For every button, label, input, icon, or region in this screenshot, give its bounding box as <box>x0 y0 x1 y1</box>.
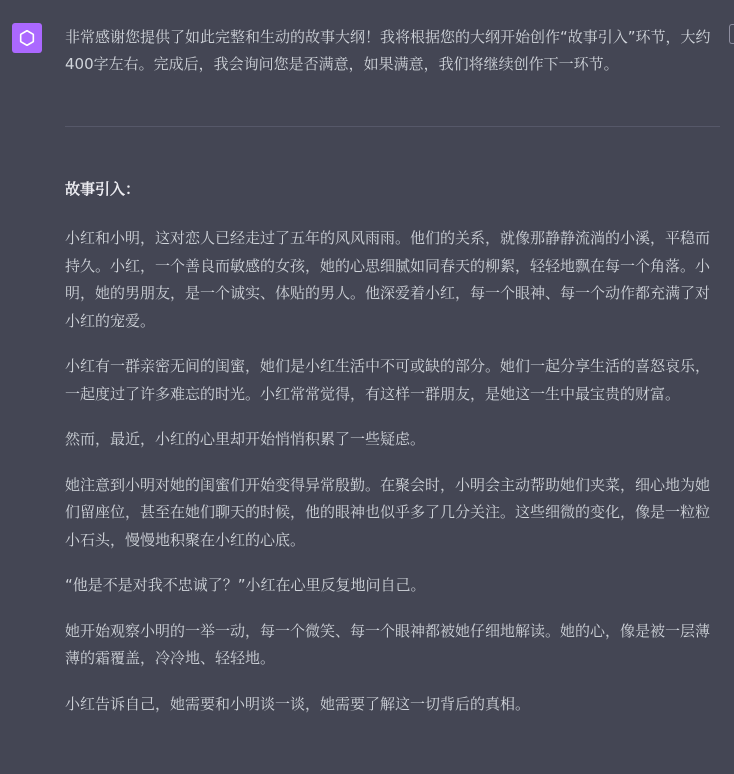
story-paragraph: 她注意到小明对她的闺蜜们开始变得异常殷勤。在聚会时，小明会主动帮助她们夹菜，细心地为她们留座位，甚至在她们聊天的时候，他的眼神也似乎多了几分关注。这些细微的变化，像是一粒粒小石头，慢慢地积聚在小红的心底。 <box>65 475 711 549</box>
story-paragraph: 然而，最近，小红的心里却开始悄悄积累了一些疑虑。 <box>65 430 426 448</box>
story-paragraph: “他是不是对我不忠诚了？”小红在心里反复地问自己。 <box>65 576 426 594</box>
story-paragraph: 小红有一群亲密无间的闺蜜，她们是小红生活中不可或缺的部分。她们一起分享生活的喜怒哀乐，一起度过了许多难忘的时光。小红常常觉得，有这样一群朋友，是她这一生中最宝贵的财富。 <box>65 357 711 403</box>
openai-logo-icon <box>16 27 38 49</box>
section-title: 故事引入： <box>65 180 141 198</box>
story-paragraph: 小红告诉自己，她需要和小明谈一谈，她需要了解这一切背后的真相。 <box>65 694 531 713</box>
assistant-avatar <box>12 23 42 53</box>
copy-button-edge[interactable] <box>729 24 734 44</box>
section-divider <box>65 126 720 127</box>
story-section <box>65 176 717 736</box>
story-paragraph: 她开始观察小明的一举一动，每一个微笑、每一个眼神都被她仔细地解读。她的心，像是被一层薄薄的霜覆盖，冷冷地、轻轻地。 <box>65 621 711 667</box>
story-paragraph: 小红和小明，这对恋人已经走过了五年的风风雨雨。他们的关系，就像那静静流淌的小溪，平稳而持久。小红，一个善良而敏感的女孩，她的心思细腻如同春天的柳絮，轻轻地飘在每一个角落。小明，她的男朋友，是一个诚实、体贴的男人。他深爱着小红，每一个眼神、每一个动作都充满了对小红的宠爱。 <box>65 229 711 330</box>
assistant-intro-text: 非常感谢您提供了如此完整和生动的故事大纲！我将根据您的大纲开始创作“故事引入”环节，大约400字左右。完成后，我会询问您是否满意，如果满意，我们将继续创作下一环节。 <box>65 28 711 73</box>
